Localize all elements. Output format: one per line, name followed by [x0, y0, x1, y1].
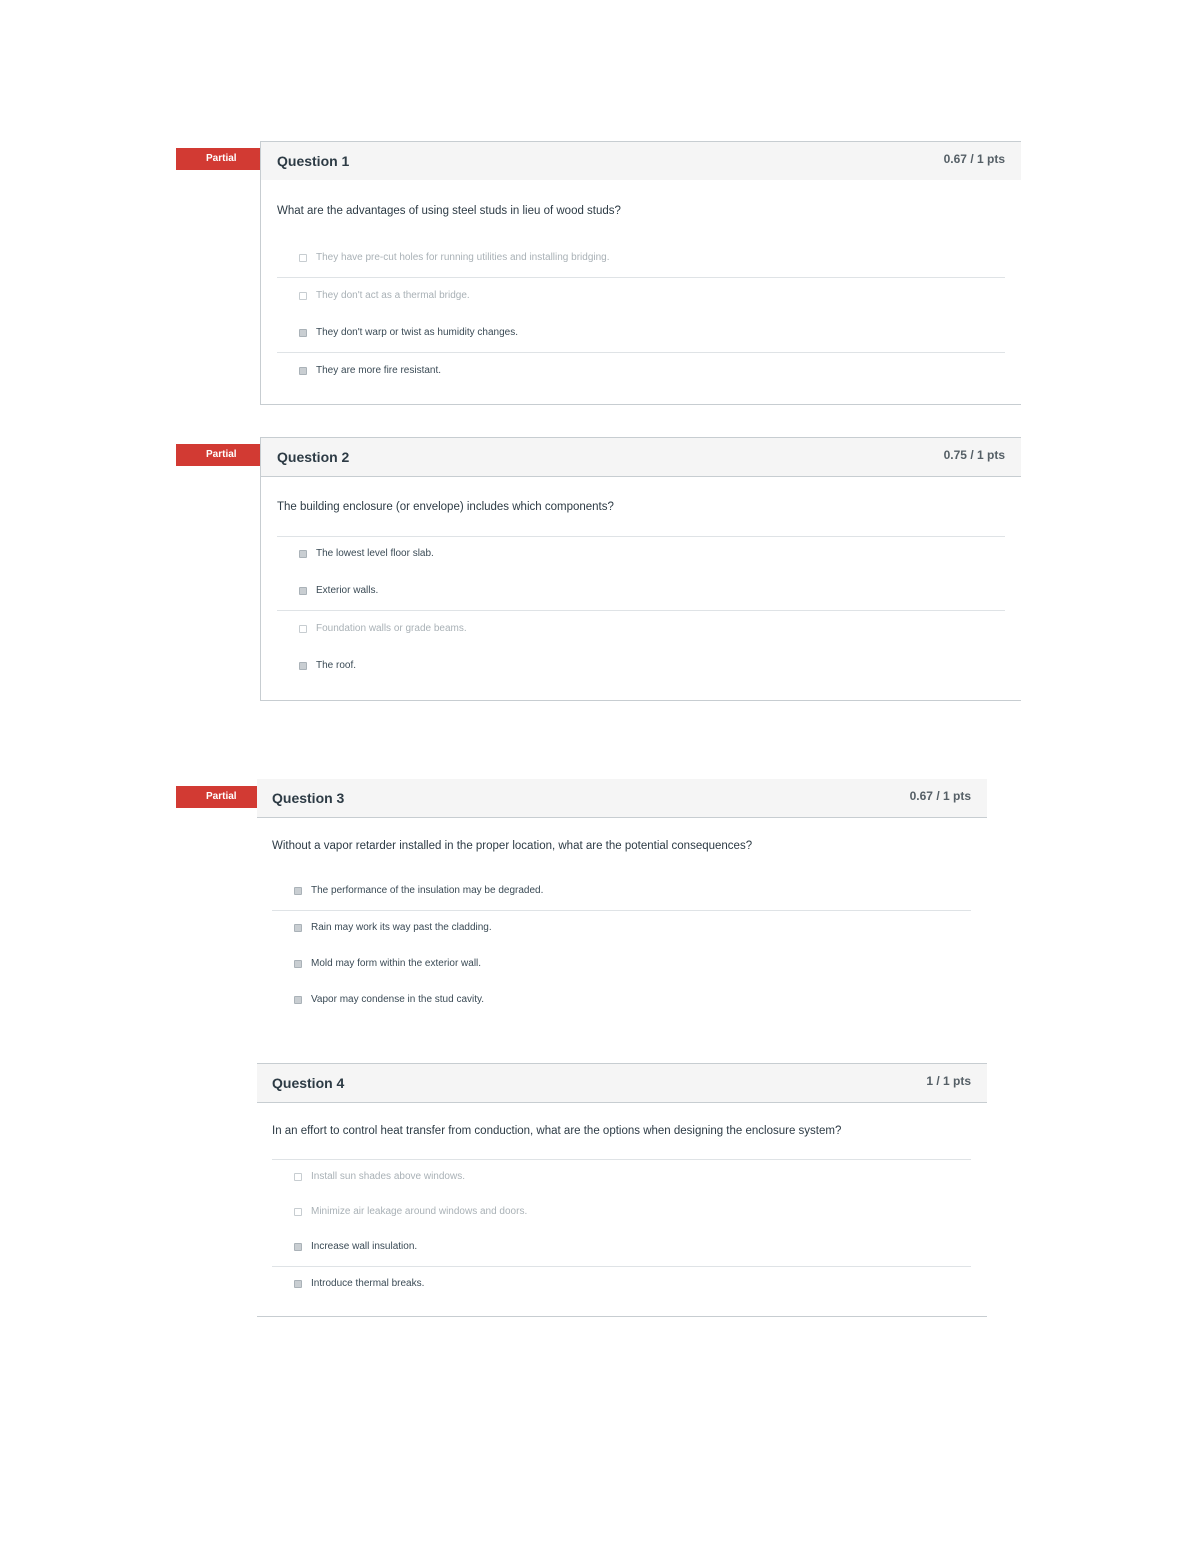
- answer-label: The lowest level floor slab.: [316, 548, 434, 559]
- answer-label: Foundation walls or grade beams.: [316, 623, 467, 634]
- checkbox[interactable]: [299, 550, 307, 558]
- answer-option[interactable]: [277, 354, 1005, 391]
- partial-badge: Partial: [176, 786, 260, 808]
- answer-option[interactable]: [277, 537, 1005, 574]
- answer-option[interactable]: [277, 649, 1005, 686]
- question-4: [257, 1063, 987, 1317]
- partial-badge: Partial: [176, 148, 262, 170]
- answer-label: Install sun shades above windows.: [311, 1171, 465, 1182]
- question-2: [260, 437, 1021, 701]
- answer-label: Minimize air leakage around windows and doors.: [311, 1206, 528, 1217]
- checkbox[interactable]: [294, 1173, 302, 1181]
- checkbox[interactable]: [299, 329, 307, 337]
- question-points: 0.67 / 1 pts: [909, 789, 971, 803]
- answer-option[interactable]: [272, 1160, 971, 1197]
- checkbox[interactable]: [294, 924, 302, 932]
- question-title: Question 4: [272, 1075, 345, 1091]
- answer-label: They are more fire resistant.: [316, 365, 442, 376]
- question-points: 1 / 1 pts: [926, 1074, 971, 1088]
- partial-badge: Partial: [176, 444, 262, 466]
- answer-label: Increase wall insulation.: [311, 1241, 418, 1252]
- answer-option[interactable]: [272, 947, 971, 984]
- checkbox[interactable]: [294, 996, 302, 1004]
- question-title: Question 1: [277, 153, 350, 169]
- question-header: [261, 438, 1021, 477]
- answer-option[interactable]: [272, 1267, 971, 1304]
- answer-option[interactable]: [277, 279, 1005, 316]
- question-points: 0.67 / 1 pts: [943, 152, 1005, 166]
- answer-option[interactable]: [277, 574, 1005, 611]
- question-header: [257, 1064, 987, 1103]
- answer-option[interactable]: [272, 874, 971, 911]
- question-1: [260, 141, 1021, 405]
- checkbox[interactable]: [299, 254, 307, 262]
- checkbox[interactable]: [294, 1243, 302, 1251]
- answer-label: Rain may work its way past the cladding.: [311, 922, 492, 933]
- checkbox[interactable]: [299, 625, 307, 633]
- checkbox[interactable]: [294, 960, 302, 968]
- checkbox[interactable]: [299, 292, 307, 300]
- answer-option[interactable]: [272, 1230, 971, 1267]
- question-title: Question 2: [277, 449, 350, 465]
- answer-label: They have pre-cut holes for running utilities and installing bridging.: [316, 252, 610, 263]
- answer-option[interactable]: [277, 316, 1005, 353]
- answer-option[interactable]: [272, 911, 971, 948]
- checkbox[interactable]: [294, 887, 302, 895]
- answer-label: Introduce thermal breaks.: [311, 1278, 425, 1289]
- question-text: The building enclosure (or envelope) includes which components?: [277, 501, 614, 513]
- question-points: 0.75 / 1 pts: [943, 448, 1005, 462]
- answer-option[interactable]: [272, 983, 971, 1020]
- question-header: [261, 142, 1021, 180]
- answer-label: Vapor may condense in the stud cavity.: [311, 994, 485, 1005]
- question-header: [257, 779, 987, 818]
- answer-option[interactable]: [277, 241, 1005, 278]
- checkbox[interactable]: [294, 1280, 302, 1288]
- question-title: Question 3: [272, 790, 345, 806]
- question-text: Without a vapor retarder installed in the proper location, what are the potential consequences?: [272, 840, 753, 852]
- checkbox[interactable]: [299, 662, 307, 670]
- answer-label: The roof.: [316, 660, 357, 671]
- answer-label: Exterior walls.: [316, 585, 379, 596]
- answer-label: The performance of the insulation may be degraded.: [311, 885, 544, 896]
- checkbox[interactable]: [294, 1208, 302, 1216]
- question-text: In an effort to control heat transfer from conduction, what are the options when designing the enclosure system?: [272, 1125, 842, 1137]
- answer-option[interactable]: [277, 612, 1005, 649]
- checkbox[interactable]: [299, 367, 307, 375]
- checkbox[interactable]: [299, 587, 307, 595]
- answer-label: They don't warp or twist as humidity changes.: [316, 327, 519, 338]
- answer-label: Mold may form within the exterior wall.: [311, 958, 482, 969]
- answer-label: They don't act as a thermal bridge.: [316, 290, 470, 301]
- question-text: What are the advantages of using steel studs in lieu of wood studs?: [277, 205, 621, 217]
- answer-option[interactable]: [272, 1195, 971, 1232]
